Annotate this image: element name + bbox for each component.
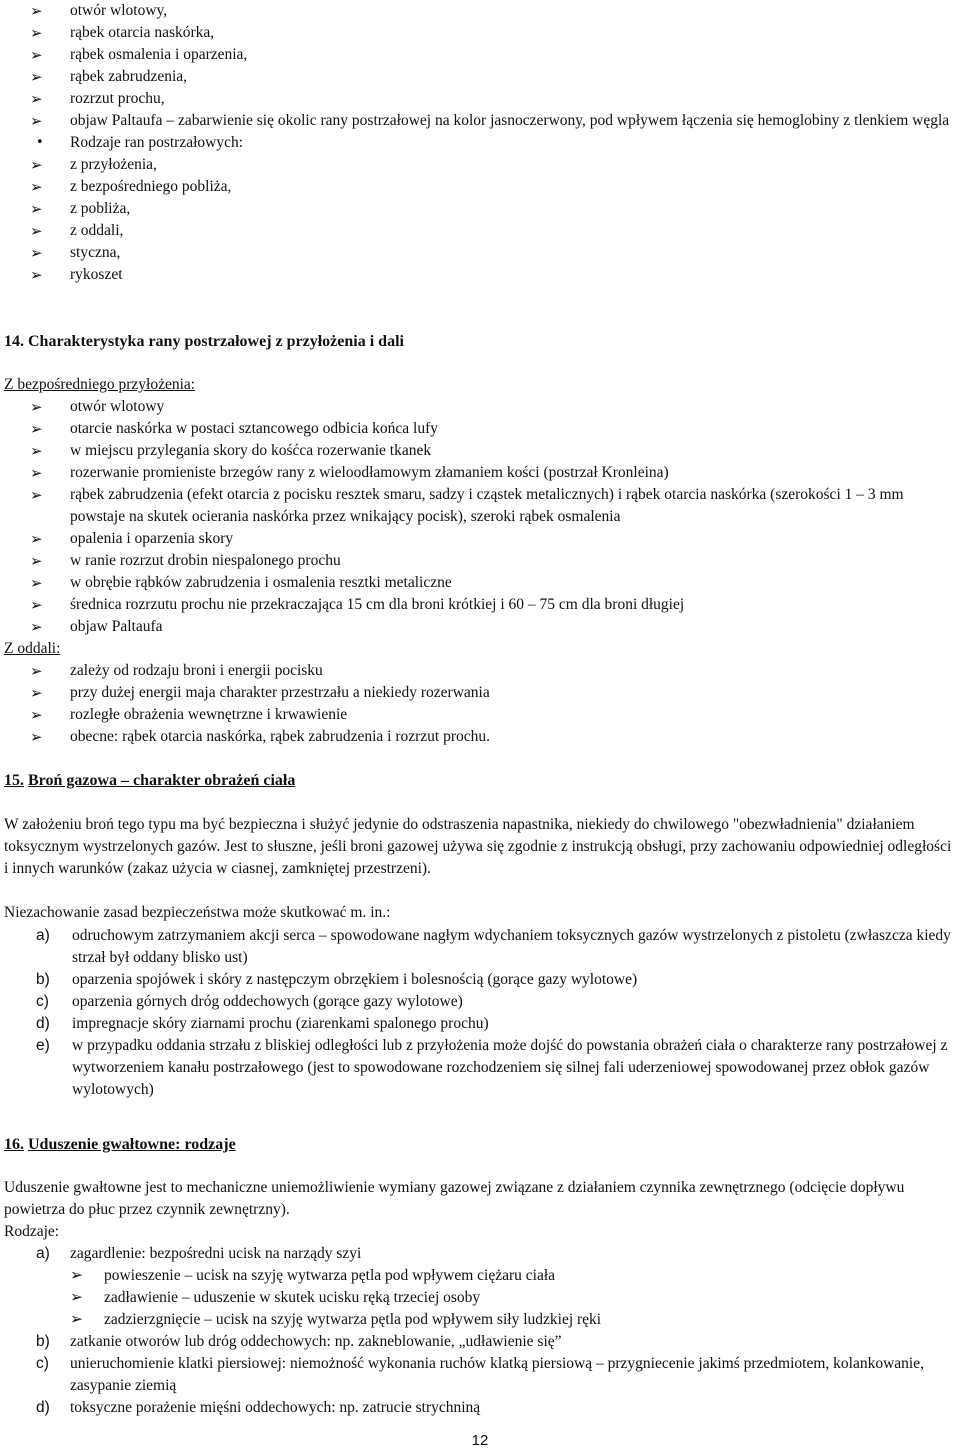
arrow-bullet-icon: ➢ bbox=[30, 596, 43, 614]
asphyxia-types-list bbox=[0, 1243, 960, 1419]
list-item: ➢ z przyłożenia, bbox=[30, 156, 157, 174]
arrow-bullet-icon: ➢ bbox=[30, 266, 43, 284]
arrow-bullet-icon: ➢ bbox=[30, 662, 43, 680]
list-item: a) odruchowym zatrzymaniem akcji serca – spowodowane nagłym wdychaniem toksycznych gazów wystrzelonych z pistoletu (zwłaszcza kiedy strzał był oddany blisko ust) bbox=[36, 927, 951, 966]
list-marker: b) bbox=[36, 1333, 50, 1350]
list-marker: a) bbox=[36, 927, 50, 944]
list-item: b) zatkanie otworów lub dróg oddechowych: np. zakneblowanie, „udławienie się” bbox=[0, 1331, 960, 1353]
section-number: 16. bbox=[4, 1136, 24, 1153]
list-item: ➢ rąbek zabrudzenia, bbox=[30, 68, 188, 86]
list-item: ➢ objaw Paltaufa bbox=[30, 618, 163, 636]
arrow-bullet-icon: ➢ bbox=[30, 398, 43, 416]
section-title: Uduszenie gwałtowne: rodzaje bbox=[28, 1136, 236, 1153]
arrow-bullet-icon: ➢ bbox=[30, 530, 43, 548]
arrow-bullet-icon: ➢ bbox=[30, 90, 43, 108]
list-item: c) oparzenia górnych dróg oddechowych (gorące gazy wylotowe) bbox=[0, 991, 960, 1013]
list-item: c) unieruchomienie klatki piersiowej: niemożność wykonania ruchów klatką piersiową – przygniecenie jakimś przedmiotem, kolankowanie, zasypanie ziemią bbox=[36, 1355, 924, 1394]
arrow-bullet-icon: ➢ bbox=[30, 728, 43, 746]
list-item: ➢ z pobliża, bbox=[30, 200, 131, 218]
list-item: ➢ rozrzut prochu, bbox=[30, 90, 165, 108]
paragraph: W założeniu broń tego typu ma być bezpieczna i służyć jedynie do odstraszenia napastnika, niekiedy do chwilowego "obezwładnienia" działaniem toksycznym wystrzelonych gazów. Jest to słuszne, jeśli broni gazowej używa się zgodnie z instrukcją obsługi, przy zachowaniu odpowiedniej odległości i innych warunków (zakaz użycia w ciasnej, zamkniętej przestrzeni). bbox=[4, 816, 952, 877]
list-item: ➢ obecne: rąbek otarcia naskórka, rąbek zabrudzenia i rozrzut prochu. bbox=[30, 728, 491, 746]
list-marker: a) bbox=[36, 1245, 50, 1262]
paragraph: Uduszenie gwałtowne jest to mechaniczne uniemożliwienie wymiany gazowej związane z działaniem czynnika zewnętrznego (odcięcie dopływu powietrza do płuc przez czynnik zewnętrzny). bbox=[4, 1179, 905, 1218]
list-item: ➢ rąbek otarcia naskórka, bbox=[30, 24, 215, 42]
arrow-bullet-icon: ➢ bbox=[30, 46, 43, 64]
list-item: ➢ z bezpośredniego pobliża, bbox=[30, 178, 232, 196]
list-item: d) toksyczne porażenie mięśni oddechowych: np. zatrucie strychniną bbox=[0, 1397, 960, 1419]
list-item: ➢ zadławienie – uduszenie w skutek ucisku ręką trzeciej osoby bbox=[0, 1287, 960, 1309]
list-item: ➢ otwór wlotowy, bbox=[30, 2, 168, 20]
arrow-bullet-icon: ➢ bbox=[30, 464, 43, 482]
list-marker: d) bbox=[36, 1015, 50, 1032]
arrow-bullet-icon: ➢ bbox=[30, 112, 43, 130]
arrow-bullet-icon: ➢ bbox=[70, 1267, 83, 1284]
list-item: ➢ przy dużej energii maja charakter przestrzału a niekiedy rozerwania bbox=[30, 684, 490, 702]
list-marker: e) bbox=[36, 1037, 50, 1054]
list-item: ➢ styczna, bbox=[30, 244, 121, 262]
arrow-bullet-icon: ➢ bbox=[30, 442, 43, 460]
page-number: 12 bbox=[471, 1432, 489, 1449]
arrow-bullet-icon: ➢ bbox=[30, 706, 43, 724]
list-item: ➢ otarcie naskórka w postaci sztancowego odbicia końca lufy bbox=[30, 420, 438, 438]
list-marker: b) bbox=[36, 971, 50, 988]
section-number: 15. bbox=[4, 772, 24, 789]
list-item: ➢ rykoszet bbox=[30, 266, 123, 284]
arrow-bullet-icon: ➢ bbox=[30, 486, 43, 504]
subheading-direct-contact: Z bezpośredniego przyłożenia: bbox=[4, 376, 196, 393]
list-item: ➢ średnica rozrzutu prochu nie przekraczająca 15 cm dla broni krótkiej i 60 – 75 cm dla broni długiej bbox=[30, 596, 685, 614]
arrow-bullet-icon: ➢ bbox=[30, 2, 43, 20]
arrow-bullet-icon: ➢ bbox=[30, 244, 43, 262]
arrow-bullet-icon: ➢ bbox=[30, 222, 43, 240]
section-16-heading bbox=[4, 1134, 236, 1156]
list-item: a) zagardlenie: bezpośredni ucisk na narządy szyi bbox=[0, 1243, 960, 1265]
arrow-bullet-icon: ➢ bbox=[30, 68, 43, 86]
arrow-bullet-icon: ➢ bbox=[30, 24, 43, 42]
list-item: ➢ rąbek zabrudzenia (efekt otarcia z pocisku resztek smaru, sadzy i cząstek metalicznych) i rąbek otarcia naskórka (szerokości 1 – 3 mm powstaje na skutek ocierania naskórka przez wnikający pocisk), szeroki rąbek osmalenia bbox=[30, 486, 904, 525]
arrow-bullet-icon: ➢ bbox=[30, 178, 43, 196]
arrow-bullet-icon: ➢ bbox=[30, 618, 43, 636]
list-item: ➢ powieszenie – ucisk na szyję wytwarza pętla pod wpływem ciężaru ciała bbox=[0, 1265, 960, 1287]
nested-list bbox=[0, 1265, 960, 1331]
list-item: ➢ rozległe obrażenia wewnętrzne i krwawienie bbox=[30, 706, 348, 724]
list-marker: d) bbox=[36, 1399, 50, 1416]
list-item: e) w przypadku oddania strzału z bliskiej odległości lub z przyłożenia może dojść do powstania obrażeń ciała o charakterze rany postrzałowej z wytworzeniem kanału postrzałowego (jest to spowodowane rozchodzeniem się silnej fali uderzeniowej spowodowanej przez obłok gazów wylotowych) bbox=[36, 1037, 948, 1098]
arrow-bullet-icon: ➢ bbox=[30, 552, 43, 570]
arrow-bullet-icon: ➢ bbox=[30, 574, 43, 592]
list-item: ➢ w miejscu przylegania skory do kośćca rozerwanie tkanek bbox=[30, 442, 432, 460]
list-item: ➢ w obrębie rąbków zabrudzenia i osmalenia resztki metaliczne bbox=[30, 574, 452, 592]
list-item: b) oparzenia spojówek i skóry z następczym obrzękiem i bolesnością (gorące gazy wylotowe) bbox=[0, 969, 960, 991]
arrow-bullet-icon: ➢ bbox=[30, 684, 43, 702]
list-item: ➢ opalenia i oparzenia skory bbox=[30, 530, 234, 548]
list-item: ➢ zadzierzgnięcie – ucisk na szyję wytwarza pętla pod wpływem siły ludzkiej ręki bbox=[0, 1309, 960, 1331]
list-item: ➢ rąbek osmalenia i oparzenia, bbox=[30, 46, 248, 64]
list-marker: c) bbox=[36, 993, 49, 1010]
list-marker: c) bbox=[36, 1355, 49, 1372]
list-item: ➢ objaw Paltaufa – zabarwienie się okolic rany postrzałowej na kolor jasnoczerwony, pod wpływem łączenia się hemoglobiny z tlenkiem węgla bbox=[30, 112, 950, 130]
arrow-bullet-icon: ➢ bbox=[70, 1311, 83, 1328]
list-item: ➢ zależy od rodzaju broni i energii pocisku bbox=[30, 662, 323, 680]
list-item: ➢ otwór wlotowy bbox=[30, 398, 165, 416]
section-title: Broń gazowa – charakter obrażeń ciała bbox=[28, 772, 296, 789]
consequences-list bbox=[0, 925, 960, 1101]
list-item: • Rodzaje ran postrzałowych: bbox=[0, 132, 960, 154]
top-list bbox=[0, 0, 960, 286]
arrow-bullet-icon: ➢ bbox=[30, 200, 43, 218]
paragraph: Rodzaje: bbox=[4, 1223, 60, 1240]
list-item: ➢ z oddali, bbox=[30, 222, 124, 240]
arrow-bullet-icon: ➢ bbox=[30, 156, 43, 174]
list-item: ➢ rozerwanie promieniste brzegów rany z wieloodłamowym złamaniem kości (postrzał Kronleina) bbox=[30, 464, 669, 482]
section-14-heading: 14. Charakterystyka rany postrzałowej z przyłożenia i dali bbox=[4, 333, 404, 350]
list-item: d) impregnacje skóry ziarnami prochu (ziarenkami spalonego prochu) bbox=[0, 1013, 960, 1035]
arrow-bullet-icon: ➢ bbox=[30, 420, 43, 438]
section-15-heading bbox=[4, 770, 295, 792]
arrow-bullet-icon: ➢ bbox=[70, 1289, 83, 1306]
list-item: ➢ w ranie rozrzut drobin niespalonego prochu bbox=[30, 552, 341, 570]
paragraph: Niezachowanie zasad bezpieczeństwa może skutkować m. in.: bbox=[4, 904, 391, 921]
direct-contact-list bbox=[0, 396, 960, 638]
subheading-distance: Z oddali: bbox=[4, 640, 61, 657]
round-bullet-icon: • bbox=[36, 135, 44, 150]
distance-list bbox=[0, 660, 960, 748]
